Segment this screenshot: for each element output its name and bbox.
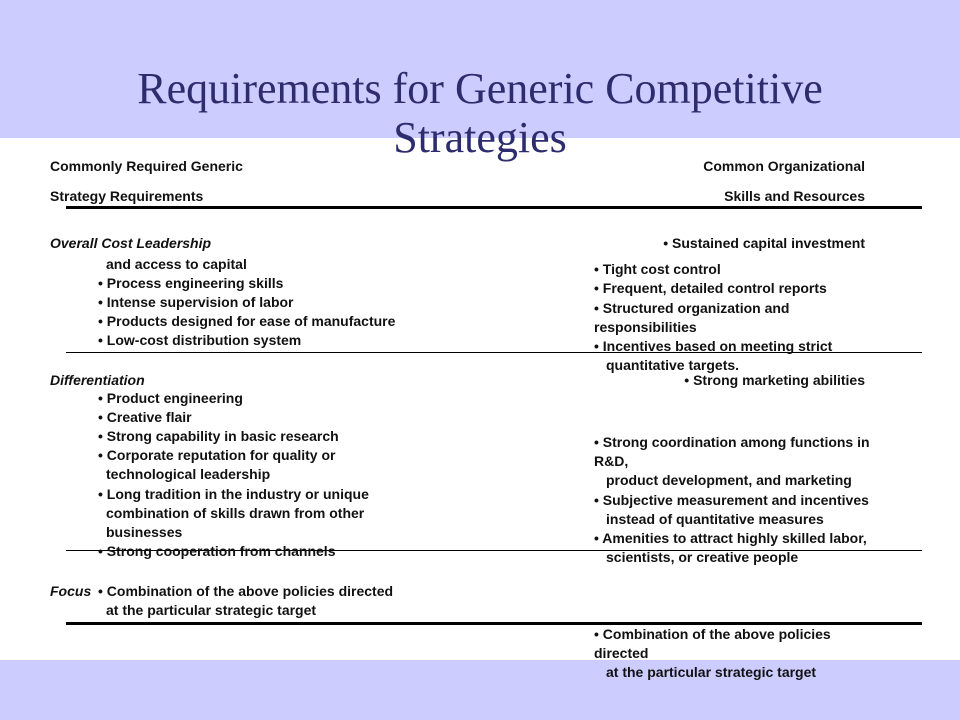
- slide-title-line-2: Strategies: [393, 113, 567, 162]
- differentiation-resource-item: scientists, or creative people: [606, 549, 799, 565]
- differentiation-item: • Product engineering: [98, 390, 243, 406]
- section-label-differentiation: Differentiation: [50, 372, 145, 388]
- differentiation-item: • Corporate reputation for quality or: [98, 447, 336, 463]
- cost-resource-item: • Incentives based on meeting strict: [594, 338, 833, 354]
- section-label-focus: Focus: [50, 583, 92, 599]
- focus-resource-item: directed: [594, 645, 649, 661]
- left-header-line-1: Commonly Required Generic: [50, 158, 243, 174]
- differentiation-item: • Strong capability in basic research: [98, 428, 339, 444]
- differentiation-item: • Strong cooperation from channels: [98, 543, 336, 559]
- focus-item: at the particular strategic target: [106, 602, 317, 618]
- differentiation-resource-item: • Amenities to attract highly skilled labor,: [594, 530, 867, 546]
- right-header-line-2: Skills and Resources: [724, 188, 865, 204]
- cost-item: and access to capital: [106, 256, 247, 272]
- left-header-line-2: Strategy Requirements: [50, 188, 204, 204]
- differentiation-resource-item: instead of quantitative measures: [606, 511, 824, 527]
- differentiation-resource-item: • Subjective measurement and incentives: [594, 492, 869, 508]
- differentiation-item: • Strong marketing abilities: [684, 372, 865, 388]
- cost-item: • Low-cost distribution system: [98, 332, 302, 348]
- cost-item: • Sustained capital investment: [663, 235, 865, 251]
- cost-resource-item: quantitative targets.: [606, 357, 740, 373]
- focus-item: • Combination of the above policies directed: [98, 583, 394, 599]
- focus-resource-item: • Combination of the above policies: [594, 626, 831, 642]
- differentiation-item: • Long tradition in the industry or unique: [98, 486, 369, 502]
- differentiation-item: technological leadership: [106, 466, 271, 482]
- differentiation-item: businesses: [106, 524, 183, 540]
- differentiation-item: combination of skills drawn from other: [106, 505, 365, 521]
- focus-resource-item: at the particular strategic target: [606, 664, 817, 680]
- right-header-line-1: Common Organizational: [703, 158, 865, 174]
- differentiation-resource-item: product development, and marketing: [606, 472, 852, 488]
- cost-resource-item: • Structured organization and: [594, 300, 790, 316]
- differentiation-resource-item: R&D,: [594, 453, 629, 469]
- header-rule: [66, 206, 922, 209]
- cost-resource-item: • Tight cost control: [594, 261, 721, 277]
- cost-item: • Products designed for ease of manufacture: [98, 313, 396, 329]
- cost-item: • Intense supervision of labor: [98, 294, 294, 310]
- slide-title-line-1: Requirements for Generic Competitive: [137, 64, 823, 113]
- cost-resource-item: • Frequent, detailed control reports: [594, 280, 827, 296]
- differentiation-item: • Creative flair: [98, 409, 192, 425]
- cost-resource-item: responsibilities: [594, 319, 697, 335]
- cost-item: • Process engineering skills: [98, 275, 284, 291]
- differentiation-resource-item: • Strong coordination among functions in: [594, 434, 870, 450]
- section-label-cost: Overall Cost Leadership: [50, 235, 212, 251]
- slide-title: [0, 64, 960, 162]
